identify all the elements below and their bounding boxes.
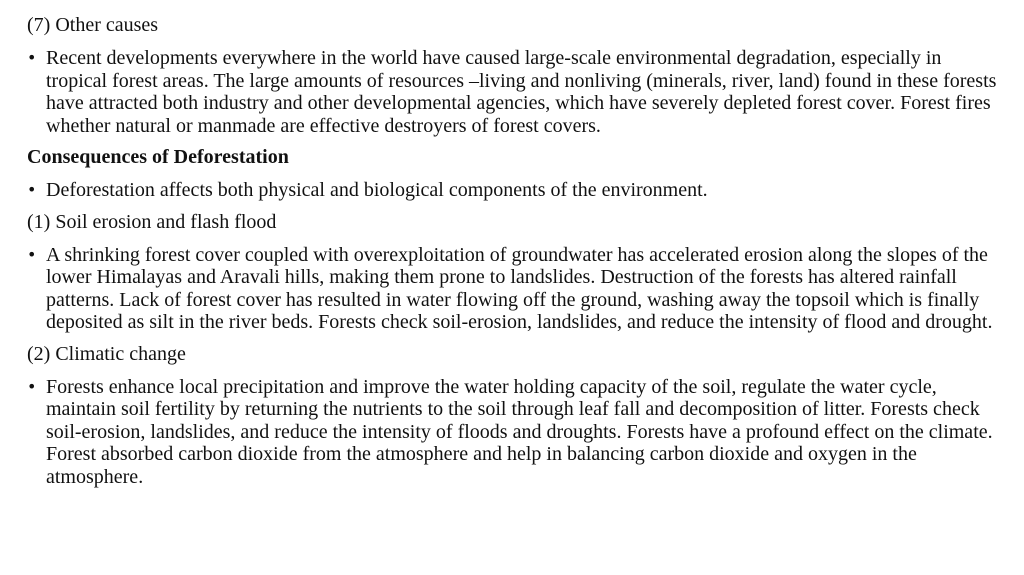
heading-other-causes: (7) Other causes bbox=[27, 14, 159, 36]
slide-content bbox=[27, 14, 997, 497]
bullet-text: A shrinking forest cover coupled with overexploitation of groundwater has accelerated erosion along the slopes of the lower Himalayas and Aravali hills, making them prone to landslides. Destruction of the forests has altered rainfall patterns. Lack of forest cover has resulted in water flowing off the ground, washing away the topsoil which is finally deposited as silt in the river beds. Forests check soil-erosion, landslides, and reduce the intensity of flood and drought. bbox=[46, 243, 993, 333]
bullet-dot-icon: • bbox=[27, 376, 37, 396]
bullet-text: Forests enhance local precipitation and improve the water holding capacity of the soil, regulate the water cycle, maintain soil fertility by returning the nutrients to the soil through leaf fall and decomposition of litter. Forests check soil-erosion, landslides, and reduce the intensity of floods and droughts. Forests have a profound effect on the climate. Forest absorbed carbon dioxide from the atmosphere and help in balancing carbon dioxide and oxygen in the atmosphere. bbox=[46, 375, 993, 488]
bullet-consequences bbox=[27, 179, 997, 202]
bullet-text: Recent developments everywhere in the world have caused large-scale environmental degradation, especially in tropical forest areas. The large amounts of resources –living and nonliving (minerals, river, land) found in these forests have attracted both industry and other developmental agencies, which have severely depleted forest cover. Forest fires whether natural or manmade are effective destroyers of forest covers. bbox=[46, 47, 997, 137]
heading-soil-erosion: (1) Soil erosion and flash flood bbox=[27, 210, 277, 233]
heading-consequences: Consequences of Deforestation bbox=[27, 146, 289, 168]
heading-climatic-change: (2) Climatic change bbox=[27, 342, 186, 365]
bullet-dot-icon: • bbox=[27, 180, 37, 199]
bullet-dot-icon: • bbox=[27, 244, 37, 264]
bullet-soil-erosion bbox=[27, 244, 997, 334]
bullet-other-causes bbox=[27, 47, 997, 137]
bullet-climatic-change bbox=[27, 376, 997, 489]
bullet-text: Deforestation affects both physical and biological components of the environment. bbox=[46, 179, 708, 201]
bullet-dot-icon: • bbox=[27, 48, 37, 67]
